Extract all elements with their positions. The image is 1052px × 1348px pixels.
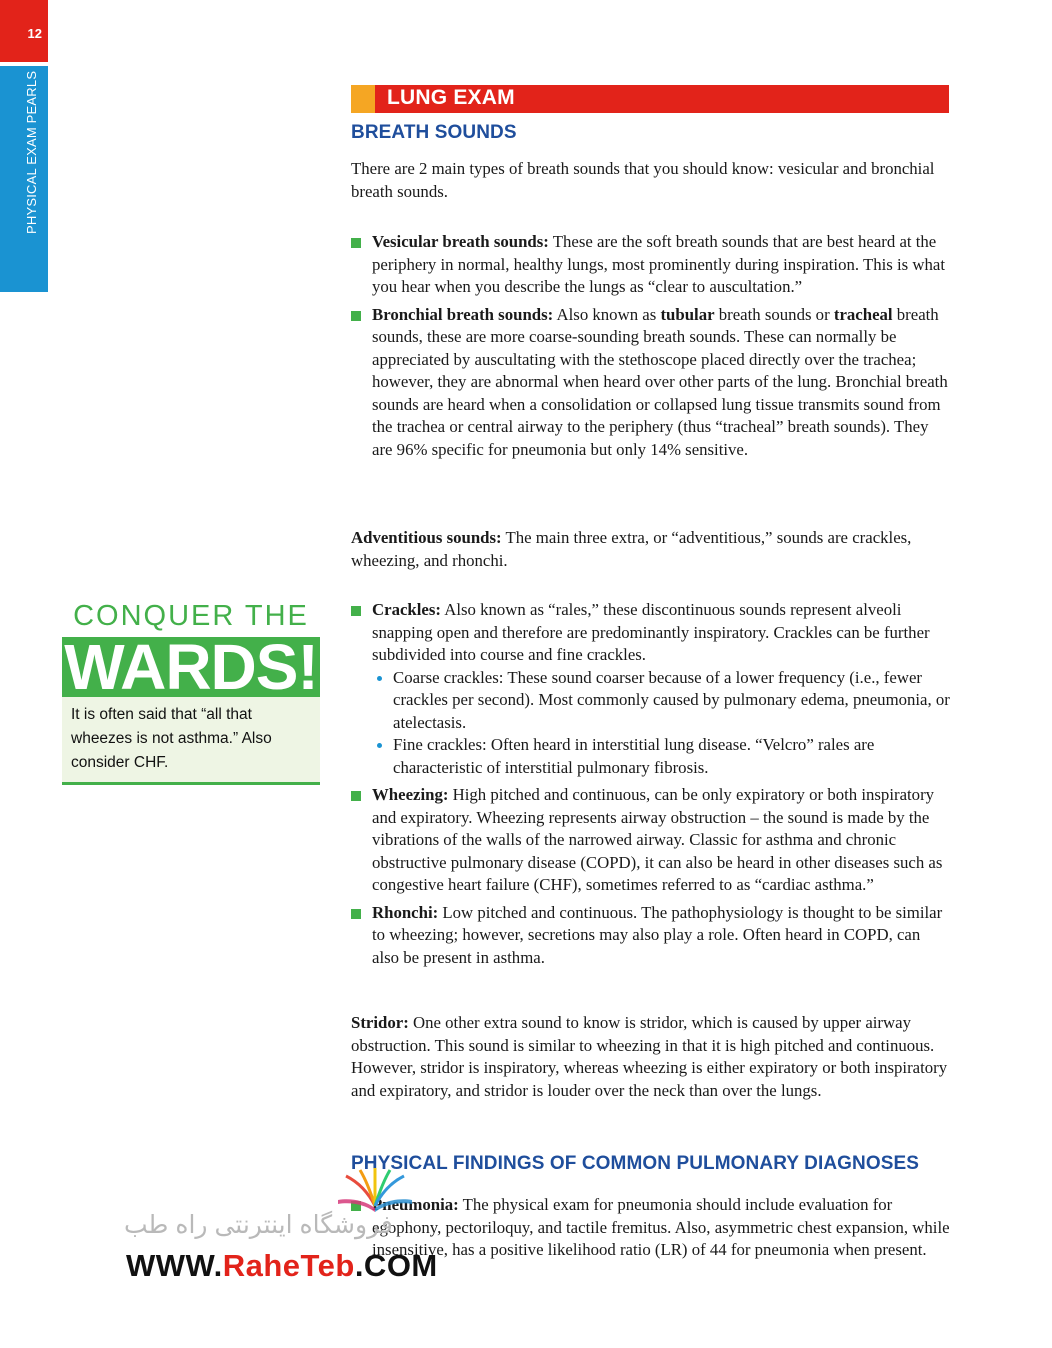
sublist-item-fine: Fine crackles: Often heard in interstitial lung disease. “Velcro” rales are characteristic of interstitial pulmonary fibrosis.	[372, 734, 951, 779]
findings-heading: PHYSICAL FINDINGS OF COMMON PULMONARY DIAGNOSES	[351, 1153, 920, 1174]
breath-sounds-heading: BREATH SOUNDS	[351, 122, 517, 143]
list-item-pneumonia: Pneumonia: The physical exam for pneumonia should include evaluation for egophony, pectoriloquy, and tactile fremitus. Also, asymmetric chest expansion, while insensitive, has a positive likelihood ratio (LR) of 44 for pneumonia when present.	[351, 1194, 951, 1262]
conquer-heading: CONQUER THE	[73, 600, 309, 632]
watermark-persian-text: فروشگاه اینترنتی راه طب	[124, 1211, 393, 1239]
section-header-bar	[351, 85, 949, 113]
book-logo-icon	[336, 1168, 414, 1212]
adventitious-list	[351, 599, 951, 974]
list-item-crackles: Crackles: Also known as “rales,” these discontinuous sounds represent alveoli snapping open and therefore are predominantly inspiratory. Crackles can be further subdivided into course and fine crackles. Coarse crackles: These sound coarser because of a lower frequency (i.e., fewer crackles per second). Most commonly caused by pulmonary edema, pneumonia, or atelectasis. Fine crackles: Often heard in interstitial lung disease. “Velcro” rales are characteristic of interstitial pulmonary fibrosis.	[351, 599, 951, 779]
sublist-item-coarse: Coarse crackles: These sound coarser because of a lower frequency (i.e., fewer crackles per second). Most commonly caused by pulmonary edema, pneumonia, or atelectasis.	[372, 667, 951, 735]
list-item-bronchial: Bronchial breath sounds: Also known as tubular breath sounds or tracheal breath sounds, these are more coarse-sounding breath sounds. These can normally be appreciated by auscultating with the stethoscope placed directly over the trachea; however, they are abnormal when heard over other parts of the lung. Bronchial breath sounds are heard when a consolidation or collapsed lung tissue transmits sound from the trachea or central airway to the periphery (thus “tracheal” breath sounds). They are 96% specific for pneumonia but only 14% sensitive.	[351, 304, 951, 462]
findings-list	[351, 1194, 951, 1267]
breath-sounds-list	[351, 231, 951, 466]
list-item-vesicular: Vesicular breath sounds: These are the soft breath sounds that are best heard at the periphery in normal, healthy lungs, most prominently during inspiration. This is what you hear when you describe the lungs as “clear to auscultation.”	[351, 231, 951, 299]
list-item-rhonchi: Rhonchi: Low pitched and continuous. The pathophysiology is thought to be similar to wheezing; however, secretions may also play a role. Often heard in COPD, can also be present in asthma.	[351, 902, 951, 970]
watermark-url: WWW.RaheTeb.COM	[126, 1248, 438, 1283]
adventitious-intro: Adventitious sounds: The main three extra, or “adventitious,” sounds are crackles, wheezing, and rhonchi.	[351, 528, 912, 570]
breath-sounds-intro: There are 2 main types of breath sounds that you should know: vesicular and bronchial breath sounds.	[351, 159, 935, 201]
header-accent	[351, 85, 375, 113]
tip-text: It is often said that “all that wheezes is not asthma.” Also consider CHF.	[62, 697, 320, 785]
list-item-wheezing: Wheezing: High pitched and continuous, can be only expiratory or both inspiratory and expiratory. Wheezing represents airway obstruction – the sound is made by the vibrations of the walls of the narrowed airway. Classic for asthma and chronic obstructive pulmonary disease (COPD), it can also be heard in other diseases such as congestive heart failure (CHF), sometimes referred to as “cardiac asthma.”	[351, 784, 951, 897]
wards-banner: WARDS!	[62, 637, 320, 697]
stridor-paragraph: Stridor: One other extra sound to know is stridor, which is caused by upper airway obstruction. This sound is similar to wheezing in that it is high pitched and continuous. However, stridor is inspiratory, whereas wheezing is either expiratory or both inspiratory and expiratory, and stridor is louder over the neck than over the lungs.	[351, 1013, 948, 1100]
page-number: 12	[0, 0, 48, 62]
section-tab-label: PHYSICAL EXAM PEARLS	[24, 70, 39, 234]
crackles-sublist	[372, 667, 951, 780]
section-title: LUNG EXAM	[387, 86, 515, 109]
